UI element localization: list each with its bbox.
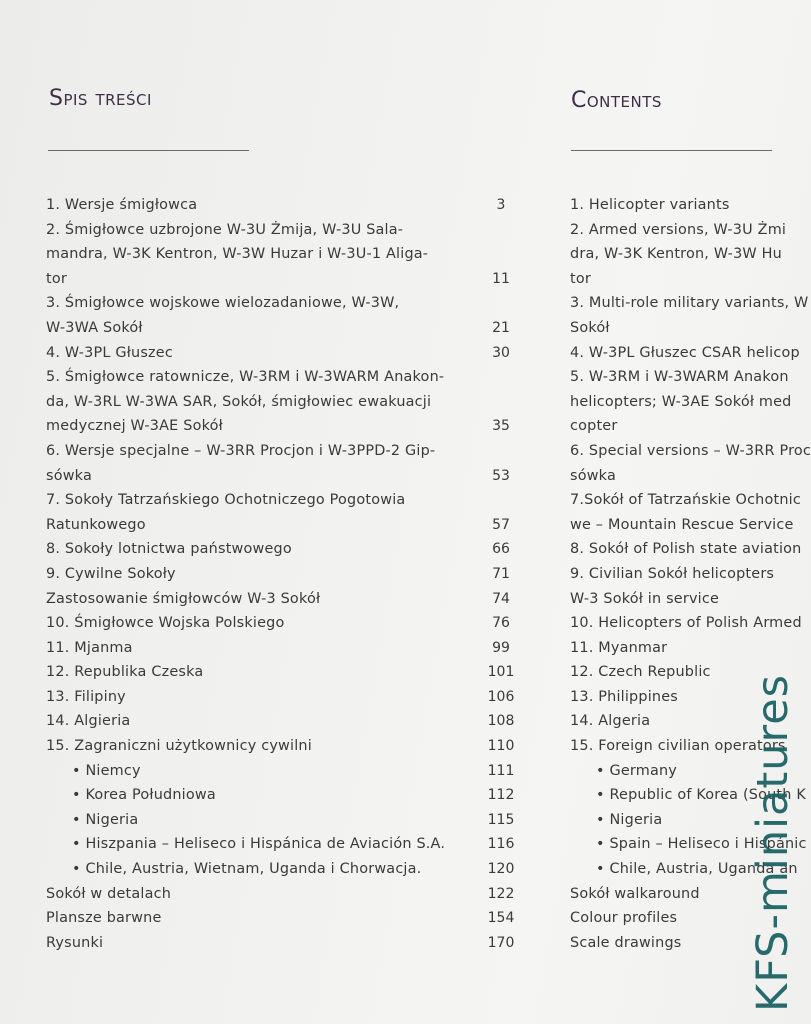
polish-toc-page-number: 170 <box>487 934 515 951</box>
english-toc-entry: 10. Helicopters of Polish Armed <box>570 615 802 632</box>
polish-toc-row <box>46 562 516 587</box>
polish-toc-row <box>46 537 516 562</box>
polish-toc-page-number: 120 <box>487 861 515 878</box>
polish-toc-page-number: 57 <box>492 516 510 533</box>
english-toc-row <box>570 365 811 390</box>
english-toc-row <box>570 218 811 243</box>
polish-toc-page-number: 106 <box>487 688 515 705</box>
english-toc-row <box>570 513 811 538</box>
polish-toc-row <box>46 341 516 366</box>
polish-toc-row <box>46 218 516 243</box>
polish-toc-entry: 7. Sokoły Tatrzańskiego Ochotniczego Pogotowia <box>46 492 406 509</box>
kfs-watermark: KFS-miniatures <box>748 673 798 1012</box>
polish-toc-page-number: 66 <box>492 541 510 558</box>
polish-toc-entry: Ratunkowego <box>46 516 146 533</box>
polish-toc-row <box>46 291 516 316</box>
english-toc-entry: 1. Helicopter variants <box>570 197 730 213</box>
polish-toc-row <box>46 882 516 907</box>
polish-toc-row <box>46 365 516 390</box>
polish-toc-row <box>46 316 516 341</box>
english-toc-row <box>570 341 811 366</box>
english-toc-entry: 4. W-3PL Głuszec CSAR helicop <box>570 344 800 361</box>
english-toc-row <box>570 291 811 316</box>
english-toc-row <box>570 242 811 267</box>
polish-heading-rule <box>48 150 249 151</box>
english-toc-entry: dra, W-3K Kentron, W-3W Hu <box>570 246 782 263</box>
polish-toc-row <box>46 832 516 857</box>
polish-toc-page-number: 115 <box>487 811 515 828</box>
polish-toc-row <box>46 414 516 439</box>
polish-toc-entry: mandra, W-3K Kentron, W-3W Huzar i W-3U-1 Aliga- <box>46 246 429 263</box>
polish-toc-entry: Plansze barwne <box>46 910 162 927</box>
polish-toc-entry: sówka <box>46 467 92 484</box>
english-toc-entry: • Nigeria <box>596 811 663 828</box>
polish-toc-row <box>46 857 516 882</box>
english-toc-entry: • Germany <box>596 762 678 779</box>
polish-toc-page-number: 21 <box>492 319 510 336</box>
polish-toc-row <box>46 488 516 513</box>
english-toc-row <box>570 537 811 562</box>
english-toc-row <box>570 587 811 612</box>
english-toc-entry: Sokół <box>570 319 610 336</box>
english-toc-entry: 12. Czech Republic <box>570 664 711 681</box>
english-toc-entry: 3. Multi-role military variants, W <box>570 295 809 312</box>
english-toc-row <box>570 562 811 587</box>
polish-toc-page-number: 30 <box>492 344 510 361</box>
polish-toc-entry: 11. Mjanma <box>46 639 133 656</box>
polish-contents-heading: Spis treści <box>49 86 152 111</box>
polish-toc-entry: • Chile, Austria, Wietnam, Uganda i Chorwacja. <box>72 861 422 878</box>
polish-toc-entry: 6. Wersje specjalne – W-3RR Procjon i W-3PPD-2 Gip- <box>46 442 436 459</box>
english-contents-heading: Contents <box>571 88 662 113</box>
polish-toc-page-number: 101 <box>487 664 515 681</box>
english-toc-row <box>570 636 811 661</box>
english-toc-entry: • Chile, Austria, Uganda an <box>596 861 798 878</box>
english-toc-entry: 13. Philippines <box>570 688 678 705</box>
english-toc-row <box>570 464 811 489</box>
polish-toc-page-number: 108 <box>487 713 515 730</box>
polish-toc-entry: • Nigeria <box>72 811 139 828</box>
english-toc-entry: 6. Special versions – W-3RR Proc <box>570 442 811 459</box>
polish-toc-entry: 9. Cywilne Sokoły <box>46 565 176 582</box>
english-toc-entry: • Republic of Korea (South K <box>596 787 807 804</box>
english-toc-entry: 14. Algeria <box>570 713 651 730</box>
english-toc-row <box>570 316 811 341</box>
polish-toc-row <box>46 267 516 292</box>
polish-toc-entry: tor <box>46 270 67 287</box>
english-toc-row <box>570 390 811 415</box>
polish-toc-row <box>46 193 516 218</box>
polish-toc-row <box>46 439 516 464</box>
polish-toc-entry: 13. Filipiny <box>46 688 126 705</box>
polish-toc-row <box>46 464 516 489</box>
polish-toc-row <box>46 587 516 612</box>
polish-toc-entry: 5. Śmigłowce ratownicze, W-3RM i W-3WARM Anakon- <box>46 369 445 386</box>
polish-toc-row <box>46 513 516 538</box>
polish-toc-entry: • Niemcy <box>72 762 141 779</box>
polish-toc-row <box>46 783 516 808</box>
polish-toc-entry: 14. Algieria <box>46 713 131 730</box>
polish-toc-row <box>46 734 516 759</box>
english-toc-entry: we – Mountain Rescue Service <box>570 516 794 533</box>
polish-toc-row <box>46 636 516 661</box>
english-toc-entry: 5. W-3RM i W-3WARM Anakon <box>570 369 789 386</box>
polish-toc-row <box>46 660 516 685</box>
english-toc-entry: helicopters; W-3AE Sokół med <box>570 393 792 410</box>
polish-toc-entry: 2. Śmigłowce uzbrojone W-3U Żmija, W-3U Sala- <box>46 221 404 238</box>
polish-toc-row <box>46 931 516 956</box>
english-toc-entry: • Spain – Heliseco i Hispánic <box>596 836 807 853</box>
english-toc-entry: W-3 Sokół in service <box>570 590 720 607</box>
polish-toc-page-number: 99 <box>492 639 510 656</box>
polish-toc-row <box>46 759 516 784</box>
polish-toc-row <box>46 906 516 931</box>
polish-toc-page-number: 76 <box>492 615 510 632</box>
polish-toc-page-number: 35 <box>492 418 510 435</box>
english-toc-entry: 9. Civilian Sokół helicopters <box>570 565 775 582</box>
english-toc-entry: sówka <box>570 467 616 484</box>
english-toc-entry: 7.Sokół of Tatrzańskie Ochotnic <box>570 492 801 509</box>
english-toc-row <box>570 611 811 636</box>
english-heading-rule <box>571 150 772 151</box>
polish-toc-entry: Sokół w detalach <box>46 885 172 902</box>
polish-toc-page-number: 112 <box>487 787 515 804</box>
polish-toc-entry: • Hiszpania – Heliseco i Hispánica de Aviación S.A. <box>72 836 446 853</box>
polish-toc-entry: da, W-3RL W-3WA SAR, Sokół, śmigłowiec ewakuacji <box>46 393 432 410</box>
polish-toc-page-number: 154 <box>487 910 515 927</box>
polish-toc-row <box>46 685 516 710</box>
polish-toc-row <box>46 808 516 833</box>
polish-toc-row <box>46 242 516 267</box>
polish-toc-page-number: 3 <box>496 197 506 213</box>
polish-toc-row <box>46 390 516 415</box>
polish-toc-page-number: 110 <box>487 738 515 755</box>
english-toc-entry: Colour profiles <box>570 910 678 927</box>
polish-toc-entry: 3. Śmigłowce wojskowe wielozadaniowe, W-3W, <box>46 295 400 312</box>
english-toc-entry: Sokół walkaround <box>570 885 700 902</box>
polish-toc-page-number: 116 <box>487 836 515 853</box>
english-toc-row <box>570 267 811 292</box>
polish-toc-list <box>46 193 516 955</box>
polish-toc-page-number: 53 <box>492 467 510 484</box>
polish-toc-page-number: 111 <box>487 762 515 779</box>
polish-toc-row <box>46 709 516 734</box>
polish-toc-entry: Zastosowanie śmigłowców W-3 Sokół <box>46 590 321 607</box>
english-toc-entry: tor <box>570 270 591 287</box>
polish-toc-page-number: 71 <box>492 565 510 582</box>
polish-toc-page-number: 122 <box>487 885 515 902</box>
polish-toc-entry: 8. Sokoły lotnictwa państwowego <box>46 541 292 558</box>
polish-toc-entry: • Korea Południowa <box>72 787 216 804</box>
english-toc-row <box>570 488 811 513</box>
english-toc-row <box>570 439 811 464</box>
polish-toc-entry: 1. Wersje śmigłowca <box>46 197 198 213</box>
polish-toc-entry: 15. Zagraniczni użytkownicy cywilni <box>46 738 312 755</box>
polish-toc-entry: 4. W-3PL Głuszec <box>46 344 173 361</box>
english-toc-entry: 8. Sokół of Polish state aviation <box>570 541 802 558</box>
polish-toc-page-number: 11 <box>492 270 510 287</box>
polish-toc-row <box>46 611 516 636</box>
polish-toc-page-number: 74 <box>492 590 510 607</box>
polish-toc-entry: 10. Śmigłowce Wojska Polskiego <box>46 615 285 632</box>
english-toc-row <box>570 414 811 439</box>
polish-toc-entry: 12. Republika Czeska <box>46 664 204 681</box>
english-toc-entry: copter <box>570 418 618 435</box>
english-toc-entry: 11. Myanmar <box>570 639 668 656</box>
english-toc-entry: 15. Foreign civilian operators <box>570 738 786 755</box>
english-toc-row <box>570 193 811 218</box>
polish-toc-entry: W-3WA Sokół <box>46 319 143 336</box>
polish-toc-entry: Rysunki <box>46 934 104 951</box>
english-toc-entry: Scale drawings <box>570 934 682 951</box>
polish-toc-entry: medycznej W-3AE Sokół <box>46 418 223 435</box>
english-toc-entry: 2. Armed versions, W-3U Żmi <box>570 221 787 238</box>
